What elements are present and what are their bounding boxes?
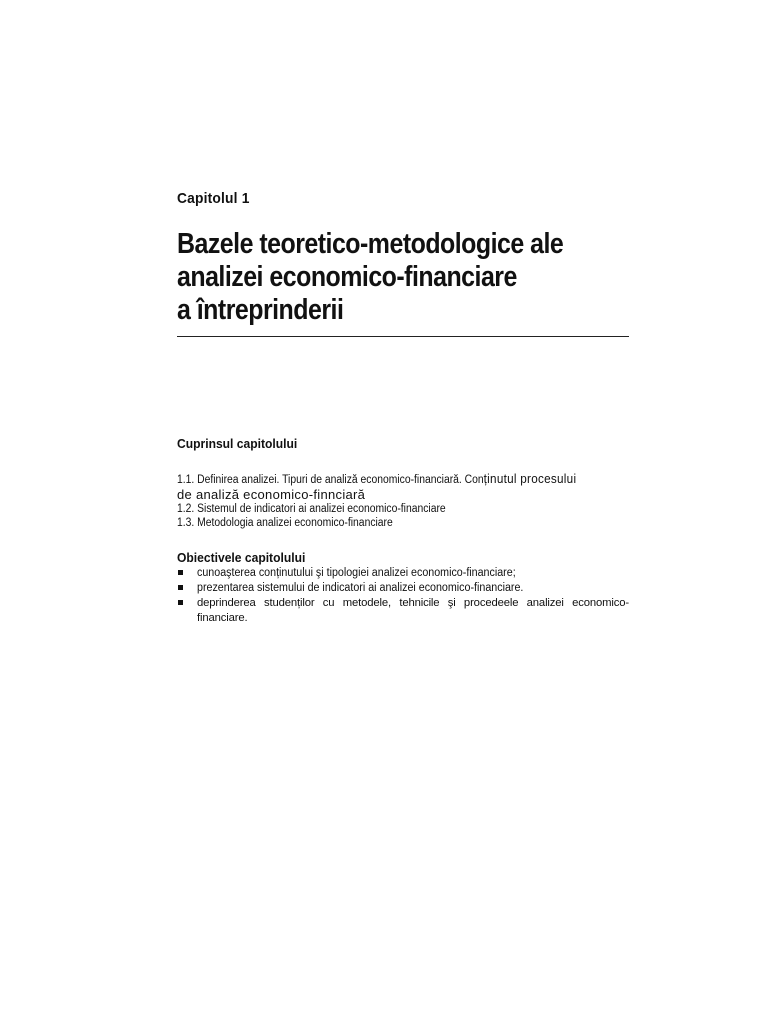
objective-text: cunoaşterea conținutului şi tipologiei analizei economico-financiare; <box>197 567 516 579</box>
title-divider <box>177 336 629 337</box>
toc-item-text: ținutul procesului <box>483 471 577 486</box>
table-of-contents <box>177 472 697 530</box>
list-item <box>177 581 629 596</box>
list-item <box>177 596 629 626</box>
toc-item-continuation: de analiză economico-finnciară <box>177 487 366 502</box>
chapter-title-line: a întreprinderii <box>177 294 344 326</box>
toc-item-1-3[interactable]: 1.3. Metodologia analizei economico-financiare <box>177 517 393 529</box>
objectives-list <box>177 566 629 626</box>
chapter-label: Capitolul 1 <box>177 190 250 207</box>
toc-item-1-1[interactable] <box>177 472 645 487</box>
square-bullet-icon <box>178 585 183 590</box>
chapter-title-line: Bazele teoretico-metodologice ale <box>177 228 564 260</box>
toc-item-text: 1.1. Definirea analizei. Tipuri de analiză economico-financiară. Con <box>177 474 484 486</box>
list-item <box>177 566 629 581</box>
toc-item-1-2[interactable]: 1.2. Sistemul de indicatori ai analizei economico-financiare <box>177 503 446 515</box>
chapter-title <box>177 228 624 327</box>
objective-text: deprinderea studenților cu metodele, tehnicile şi procedeele analizei economico-financiare. <box>197 597 629 624</box>
objectives-heading: Obiectivele capitolului <box>177 550 306 565</box>
objective-text: prezentarea sistemului de indicatori ai analizei economico-financiare. <box>197 582 524 594</box>
contents-heading: Cuprinsul capitolului <box>177 436 298 451</box>
square-bullet-icon <box>178 600 183 605</box>
chapter-title-line: analizei economico-financiare <box>177 261 517 293</box>
square-bullet-icon <box>178 570 183 575</box>
